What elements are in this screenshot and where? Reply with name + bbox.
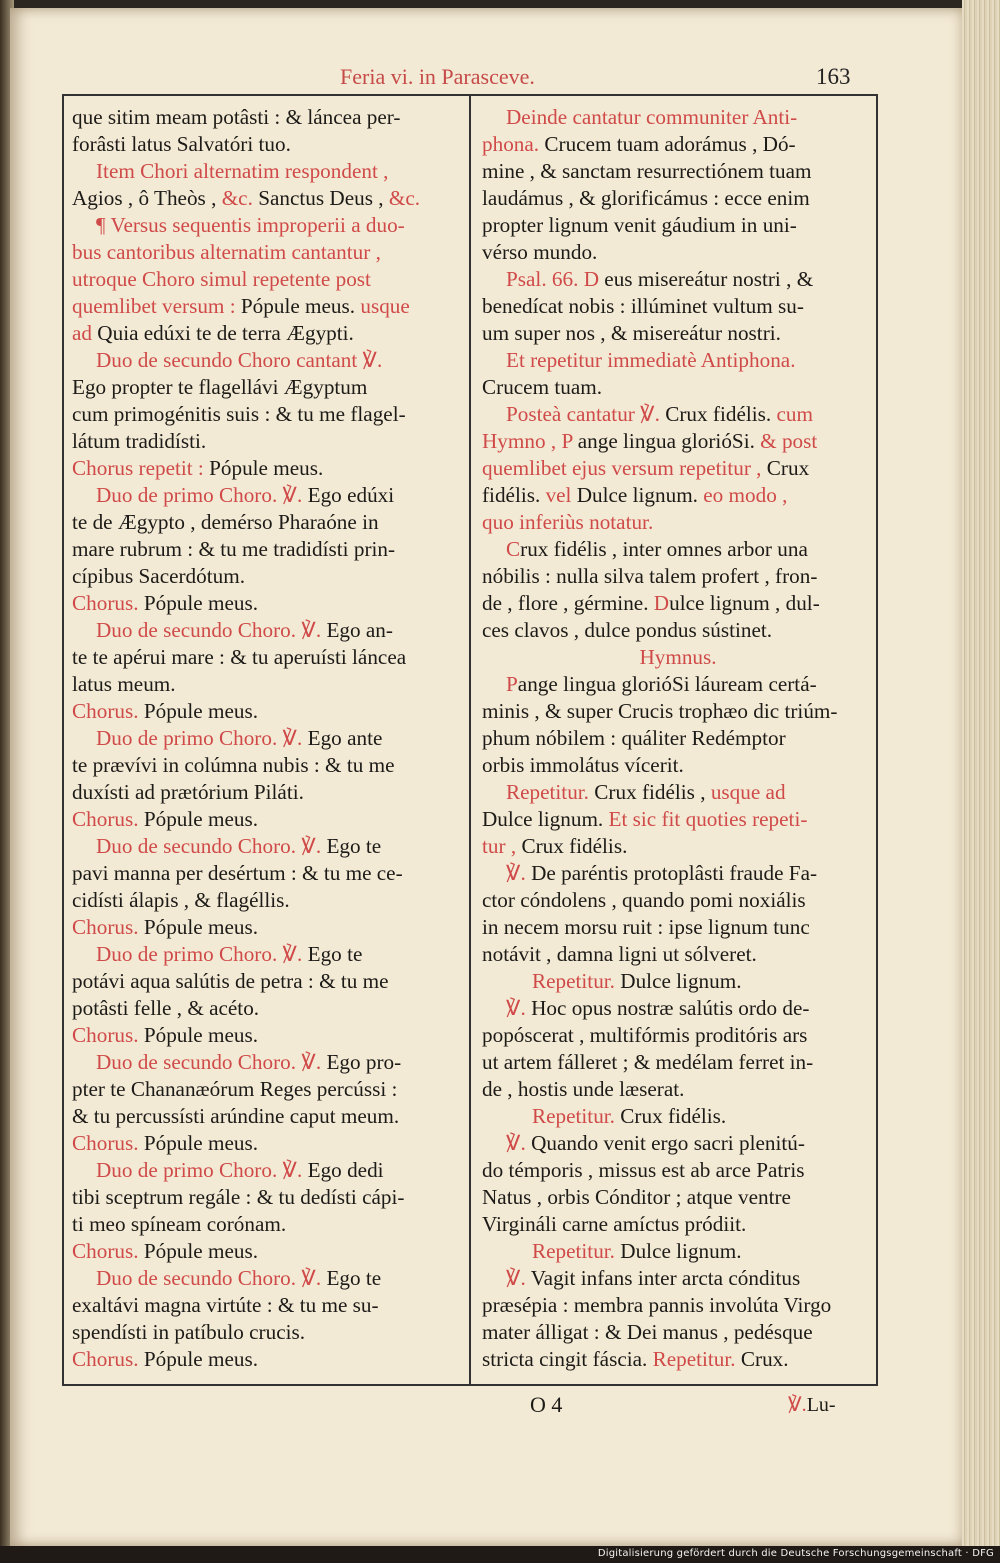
rubric-text: quemlibet versum : bbox=[72, 294, 241, 318]
text-line bbox=[72, 806, 464, 833]
text-line bbox=[72, 374, 464, 401]
rubric-text: Duo de secundo Choro. ℣. bbox=[96, 1266, 327, 1290]
body-text: benedícat nobis : illúminet vultum su- bbox=[482, 294, 804, 318]
text-line bbox=[482, 266, 874, 293]
text-line bbox=[482, 185, 874, 212]
text-line bbox=[482, 779, 874, 806]
text-line bbox=[72, 509, 464, 536]
text-line bbox=[482, 104, 874, 131]
text-line bbox=[482, 239, 874, 266]
left-text-column bbox=[72, 104, 464, 1373]
text-line bbox=[482, 158, 874, 185]
text-line bbox=[482, 725, 874, 752]
body-text: Ego propter te flagellávi Ægyptum bbox=[72, 375, 368, 399]
body-text: Crux bbox=[766, 456, 810, 480]
body-text: popóscerat , multifórmis proditóris ars bbox=[482, 1023, 808, 1047]
column-divider bbox=[469, 94, 471, 1386]
rubric-text: Chorus. bbox=[72, 1023, 144, 1047]
rubric-text: Psal. 66. D bbox=[506, 267, 605, 291]
frame-rule-left bbox=[62, 94, 64, 1386]
rubric-text: usque bbox=[360, 294, 410, 318]
text-line bbox=[72, 698, 464, 725]
body-text: Quando venit ergo sacri plenitú- bbox=[531, 1131, 805, 1155]
text-line bbox=[72, 1265, 464, 1292]
body-text: potâsti felle , & acéto. bbox=[72, 996, 260, 1020]
body-text: cípibus Sacerdótum. bbox=[72, 564, 245, 588]
text-line bbox=[72, 590, 464, 617]
rubric-text: Duo de primo Choro. ℣. bbox=[96, 1158, 308, 1182]
page-stack-edge bbox=[962, 0, 1000, 1548]
text-line bbox=[72, 428, 464, 455]
body-text: Pópule meus. bbox=[143, 1023, 258, 1047]
text-line bbox=[482, 455, 874, 482]
text-line bbox=[72, 671, 464, 698]
rubric-text: phona. bbox=[482, 132, 545, 156]
body-text: ti meo spíneam corónam. bbox=[72, 1212, 287, 1236]
body-text: nóbilis : nulla silva talem profert , fron- bbox=[482, 564, 818, 588]
rubric-text: Duo de secundo Choro cantant ℣. bbox=[96, 348, 383, 372]
body-text: Vagit infans inter arcta cónditus bbox=[530, 1266, 801, 1290]
rubric-text: &c. bbox=[221, 186, 253, 210]
body-text: que sitim meam potâsti : & láncea per- bbox=[72, 105, 401, 129]
body-text: ange lingua glorióSi. bbox=[577, 429, 761, 453]
text-line bbox=[482, 968, 874, 995]
body-text: Ego an- bbox=[326, 618, 393, 642]
body-text: mare rubrum : & tu me tradidísti prin- bbox=[72, 537, 396, 561]
text-line bbox=[482, 887, 874, 914]
text-line bbox=[482, 293, 874, 320]
body-text: fidélis. bbox=[482, 483, 546, 507]
text-line bbox=[482, 347, 874, 374]
text-line bbox=[482, 482, 874, 509]
signature-mark: O 4 bbox=[530, 1392, 563, 1417]
rubric-text: P bbox=[506, 672, 518, 696]
body-text: Crux fidélis. bbox=[521, 834, 628, 858]
body-text: ctor cóndolens , quando pomi noxiális bbox=[482, 888, 806, 912]
text-line bbox=[72, 617, 464, 644]
text-line bbox=[72, 1211, 464, 1238]
text-line bbox=[72, 1130, 464, 1157]
text-line bbox=[482, 320, 874, 347]
text-line bbox=[482, 860, 874, 887]
rubric-text: vel bbox=[545, 483, 577, 507]
text-line bbox=[482, 1211, 874, 1238]
rubric-text: usque ad bbox=[710, 780, 786, 804]
text-line bbox=[72, 266, 464, 293]
body-text: te de Ægypto , demérso Pharaóne in bbox=[72, 510, 379, 534]
body-text: te prævívi in colúmna nubis : & tu me bbox=[72, 753, 395, 777]
body-text: rux fidélis , inter omnes arbor una bbox=[520, 537, 808, 561]
text-line bbox=[72, 968, 464, 995]
rubric-text: tur , bbox=[482, 834, 522, 858]
body-text: Pópule meus. bbox=[143, 807, 258, 831]
text-line bbox=[72, 239, 464, 266]
body-text: potávi aqua salútis de petra : & tu me bbox=[72, 969, 389, 993]
body-text: & tu percussísti arúndine caput meum. bbox=[72, 1104, 400, 1128]
text-line bbox=[72, 320, 464, 347]
text-line bbox=[72, 1292, 464, 1319]
body-text: Pópule meus. bbox=[143, 1239, 258, 1263]
text-line bbox=[72, 293, 464, 320]
body-text: Natus , orbis Cónditor ; atque ventre bbox=[482, 1185, 791, 1209]
rubric-text: Duo de secundo Choro. ℣. bbox=[96, 618, 327, 642]
body-text: Pópule meus. bbox=[143, 915, 258, 939]
rubric-text: quemlibet ejus versum repetitur , bbox=[482, 456, 767, 480]
versicle-symbol: ℣. bbox=[788, 1394, 807, 1416]
text-line bbox=[482, 374, 874, 401]
rubric-text: Duo de primo Choro. ℣. bbox=[96, 483, 308, 507]
rubric-text: ℣. bbox=[506, 996, 532, 1020]
body-text: minis , & super Crucis trophæo dic triúm- bbox=[482, 699, 838, 723]
rubric-text: ad bbox=[72, 321, 98, 345]
body-text: Dulce lignum. bbox=[482, 807, 609, 831]
body-text: præsépia : membra pannis involúta Virgo bbox=[482, 1293, 832, 1317]
rubric-text: Chorus. bbox=[72, 1131, 144, 1155]
body-text: cum primogénitis suis : & tu me flagel- bbox=[72, 402, 406, 426]
body-text: pavi manna per desértum : & tu me ce- bbox=[72, 861, 403, 885]
page-number: 163 bbox=[816, 64, 851, 89]
rubric-text: Chorus. bbox=[72, 699, 144, 723]
body-text: Pópule meus. bbox=[240, 294, 361, 318]
text-line bbox=[482, 428, 874, 455]
text-line bbox=[482, 536, 874, 563]
body-text: cidísti álapis , & flagéllis. bbox=[72, 888, 290, 912]
body-text: exaltávi magna virtúte : & tu me su- bbox=[72, 1293, 379, 1317]
body-text: Pópule meus. bbox=[209, 456, 324, 480]
text-line bbox=[72, 1157, 464, 1184]
body-text: um super nos , & misereátur nostri. bbox=[482, 321, 781, 345]
text-line bbox=[482, 401, 874, 428]
text-line bbox=[72, 833, 464, 860]
rubric-text: & post bbox=[760, 429, 818, 453]
rubric-text: Repetitur. bbox=[532, 1239, 621, 1263]
body-text: Virgináli carne amíctus pródiit. bbox=[482, 1212, 747, 1236]
catchword bbox=[788, 1392, 836, 1417]
catchword-text: Lu- bbox=[806, 1394, 836, 1416]
text-line bbox=[482, 671, 874, 698]
text-line bbox=[482, 1184, 874, 1211]
body-text: duxísti ad prætórium Piláti. bbox=[72, 780, 304, 804]
rubric-text: Duo de secundo Choro. ℣. bbox=[96, 1050, 327, 1074]
body-text: De paréntis protoplâsti fraude Fa- bbox=[531, 861, 818, 885]
body-text: mater álligat : & Dei manus , pedésque bbox=[482, 1320, 813, 1344]
rubric-text: Duo de secundo Choro. ℣. bbox=[96, 834, 327, 858]
body-text: Pópule meus. bbox=[143, 591, 258, 615]
rubric-text: Et repetitur immediatè Antiphona. bbox=[506, 348, 796, 372]
text-line bbox=[482, 1319, 874, 1346]
text-line bbox=[72, 455, 464, 482]
body-text: Ego pro- bbox=[326, 1050, 402, 1074]
body-text: do témporis , missus est ab arce Patris bbox=[482, 1158, 805, 1182]
rubric-text: &c. bbox=[388, 186, 421, 210]
text-line bbox=[482, 617, 874, 644]
body-text: Pópule meus. bbox=[143, 1347, 258, 1371]
body-text: Hoc opus nostræ salútis ordo de- bbox=[531, 996, 810, 1020]
text-line bbox=[72, 752, 464, 779]
text-line bbox=[482, 1346, 874, 1373]
body-text: spendísti in patíbulo crucis. bbox=[72, 1320, 306, 1344]
text-line bbox=[72, 779, 464, 806]
text-line bbox=[482, 941, 874, 968]
frame-rule-right bbox=[876, 94, 878, 1386]
body-text: eus misereátur nostri , & bbox=[604, 267, 814, 291]
body-text: Pópule meus. bbox=[143, 1131, 258, 1155]
text-line bbox=[482, 131, 874, 158]
rubric-text: Repetitur. bbox=[532, 1104, 621, 1128]
rubric-text: ℣. bbox=[506, 1266, 531, 1290]
text-line bbox=[482, 806, 874, 833]
text-line bbox=[72, 1022, 464, 1049]
body-text: Crux. bbox=[740, 1347, 789, 1371]
body-text: Ego te bbox=[307, 942, 363, 966]
body-text: Dulce lignum. bbox=[576, 483, 704, 507]
text-line bbox=[72, 347, 464, 374]
text-line bbox=[482, 698, 874, 725]
text-line bbox=[482, 1049, 874, 1076]
rubric-text: cum bbox=[776, 402, 813, 426]
body-text: stricta cingit fáscia. bbox=[482, 1347, 653, 1371]
body-text: Ego edúxi bbox=[307, 483, 395, 507]
text-line bbox=[482, 1076, 874, 1103]
body-text: propter lignum venit gáudium in uni- bbox=[482, 213, 797, 237]
rubric-text: Posteà cantatur ℣. bbox=[506, 402, 666, 426]
right-text-column bbox=[482, 104, 874, 1373]
text-line bbox=[72, 995, 464, 1022]
body-text: de , flore , gérmine. bbox=[482, 591, 654, 615]
body-text: phum nóbilem : quáliter Redémptor bbox=[482, 726, 786, 750]
text-line bbox=[482, 563, 874, 590]
text-line bbox=[72, 1076, 464, 1103]
text-line bbox=[72, 1238, 464, 1265]
body-text: laudámus , & glorificámus : ecce enim bbox=[482, 186, 810, 210]
body-text: Ego te bbox=[326, 1266, 382, 1290]
text-line bbox=[72, 158, 464, 185]
text-line bbox=[482, 1022, 874, 1049]
body-text: ange lingua glorióSi láuream certá- bbox=[517, 672, 817, 696]
text-line bbox=[72, 401, 464, 428]
text-line bbox=[72, 1319, 464, 1346]
text-line bbox=[482, 644, 874, 671]
text-line bbox=[72, 536, 464, 563]
body-text: Agios , ô Theòs , bbox=[72, 186, 222, 210]
body-text: Quia edúxi te de terra Ægypti. bbox=[97, 321, 354, 345]
text-line bbox=[72, 725, 464, 752]
text-line bbox=[72, 1049, 464, 1076]
rubric-text: Hymno , P bbox=[482, 429, 578, 453]
rubric-text: bus cantoribus alternatim cantantur , bbox=[72, 240, 381, 264]
body-text: te te apérui mare : & tu aperuísti láncea bbox=[72, 645, 407, 669]
body-text: tibi sceptrum regále : & tu dedísti cápi- bbox=[72, 1185, 405, 1209]
body-text: pter te Chananæórum Reges percússi : bbox=[72, 1077, 398, 1101]
text-line bbox=[482, 1265, 874, 1292]
rubric-text: eo modo , bbox=[703, 483, 788, 507]
body-text: ut artem fálleret ; & medélam ferret in- bbox=[482, 1050, 814, 1074]
body-text: mine , & sanctam resurrectiónem tuam bbox=[482, 159, 812, 183]
body-text: Dulce lignum. bbox=[620, 969, 742, 993]
body-text: Sanctus Deus , bbox=[252, 186, 389, 210]
rubric-text: Duo de primo Choro. ℣. bbox=[96, 942, 308, 966]
text-line bbox=[72, 482, 464, 509]
rubric-text: ℣. bbox=[506, 861, 532, 885]
rubric-text: Chorus. bbox=[72, 1347, 144, 1371]
text-line bbox=[482, 1292, 874, 1319]
body-text: Ego dedi bbox=[307, 1158, 384, 1182]
body-text: Ego ante bbox=[307, 726, 383, 750]
body-text: de , hostis unde læserat. bbox=[482, 1077, 685, 1101]
text-line bbox=[72, 563, 464, 590]
rubric-text: Et sic fit quoties repeti- bbox=[608, 807, 808, 831]
text-line bbox=[482, 1157, 874, 1184]
text-line bbox=[482, 212, 874, 239]
rubric-text: ¶ Versus sequentis improperii a duo- bbox=[96, 213, 405, 237]
running-title: Feria vi. in Parasceve. bbox=[340, 64, 535, 89]
text-line bbox=[72, 104, 464, 131]
rubric-text: Repetitur. bbox=[652, 1347, 741, 1371]
rubric-text: C bbox=[506, 537, 521, 561]
text-line bbox=[72, 212, 464, 239]
text-line bbox=[482, 995, 874, 1022]
rubric-text: Repetitur. bbox=[532, 969, 621, 993]
text-line bbox=[72, 1184, 464, 1211]
text-line bbox=[72, 860, 464, 887]
rubric-text: Chorus. bbox=[72, 915, 144, 939]
rubric-text: Item Chori alternatim respondent , bbox=[96, 159, 389, 183]
body-text: látum tradidísti. bbox=[72, 429, 207, 453]
text-line bbox=[72, 914, 464, 941]
body-text: Dulce lignum. bbox=[620, 1239, 742, 1263]
rubric-text: quo inferiùs notatur. bbox=[482, 510, 654, 534]
body-text: Crux fidélis. bbox=[620, 1104, 727, 1128]
text-line bbox=[482, 1103, 874, 1130]
body-text: Ego te bbox=[326, 834, 382, 858]
digitization-notice: Digitalisierung gefördert durch die Deutsche Forschungsgemeinschaft · DFG bbox=[597, 1548, 994, 1559]
body-text: forâsti latus Salvatóri tuo. bbox=[72, 132, 291, 156]
text-line bbox=[482, 752, 874, 779]
text-line bbox=[72, 887, 464, 914]
body-text: Crucem tuam adorámus , Dó- bbox=[544, 132, 796, 156]
body-text: ulce lignum , dul- bbox=[669, 591, 820, 615]
rubric-text: Chorus. bbox=[72, 1239, 144, 1263]
text-line bbox=[72, 941, 464, 968]
text-line bbox=[482, 914, 874, 941]
text-line bbox=[72, 131, 464, 158]
body-text: Pópule meus. bbox=[143, 699, 258, 723]
text-line bbox=[72, 1346, 464, 1373]
rubric-text: utroque Choro simul repetente post bbox=[72, 267, 371, 291]
body-text: vérso mundo. bbox=[482, 240, 598, 264]
body-text: latus meum. bbox=[72, 672, 176, 696]
text-line bbox=[482, 590, 874, 617]
body-text: notávit , damna ligni ut sólveret. bbox=[482, 942, 757, 966]
text-line bbox=[482, 833, 874, 860]
text-line bbox=[482, 1130, 874, 1157]
body-text: Crux fidélis , bbox=[594, 780, 711, 804]
text-line bbox=[72, 644, 464, 671]
body-text: in necem morsu ruit : ipse lignum tunc bbox=[482, 915, 810, 939]
rubric-text: Repetitur. bbox=[506, 780, 595, 804]
text-line bbox=[72, 185, 464, 212]
body-text: Crux fidélis. bbox=[665, 402, 777, 426]
rubric-text: Deinde cantatur communiter Anti- bbox=[506, 105, 798, 129]
text-line bbox=[72, 1103, 464, 1130]
rubric-text: Chorus. bbox=[72, 807, 144, 831]
text-line bbox=[482, 1238, 874, 1265]
body-text: orbis immolátus vícerit. bbox=[482, 753, 684, 777]
rubric-text: D bbox=[653, 591, 670, 615]
rubric-text: Duo de primo Choro. ℣. bbox=[96, 726, 308, 750]
rubric-text: ℣. bbox=[506, 1131, 532, 1155]
rubric-text: Chorus. bbox=[72, 591, 144, 615]
body-text: Crucem tuam. bbox=[482, 375, 603, 399]
rubric-text: Hymnus. bbox=[639, 645, 717, 669]
body-text: ces clavos , dulce pondus sústinet. bbox=[482, 618, 773, 642]
text-line bbox=[482, 509, 874, 536]
rubric-text: Chorus repetit : bbox=[72, 456, 210, 480]
